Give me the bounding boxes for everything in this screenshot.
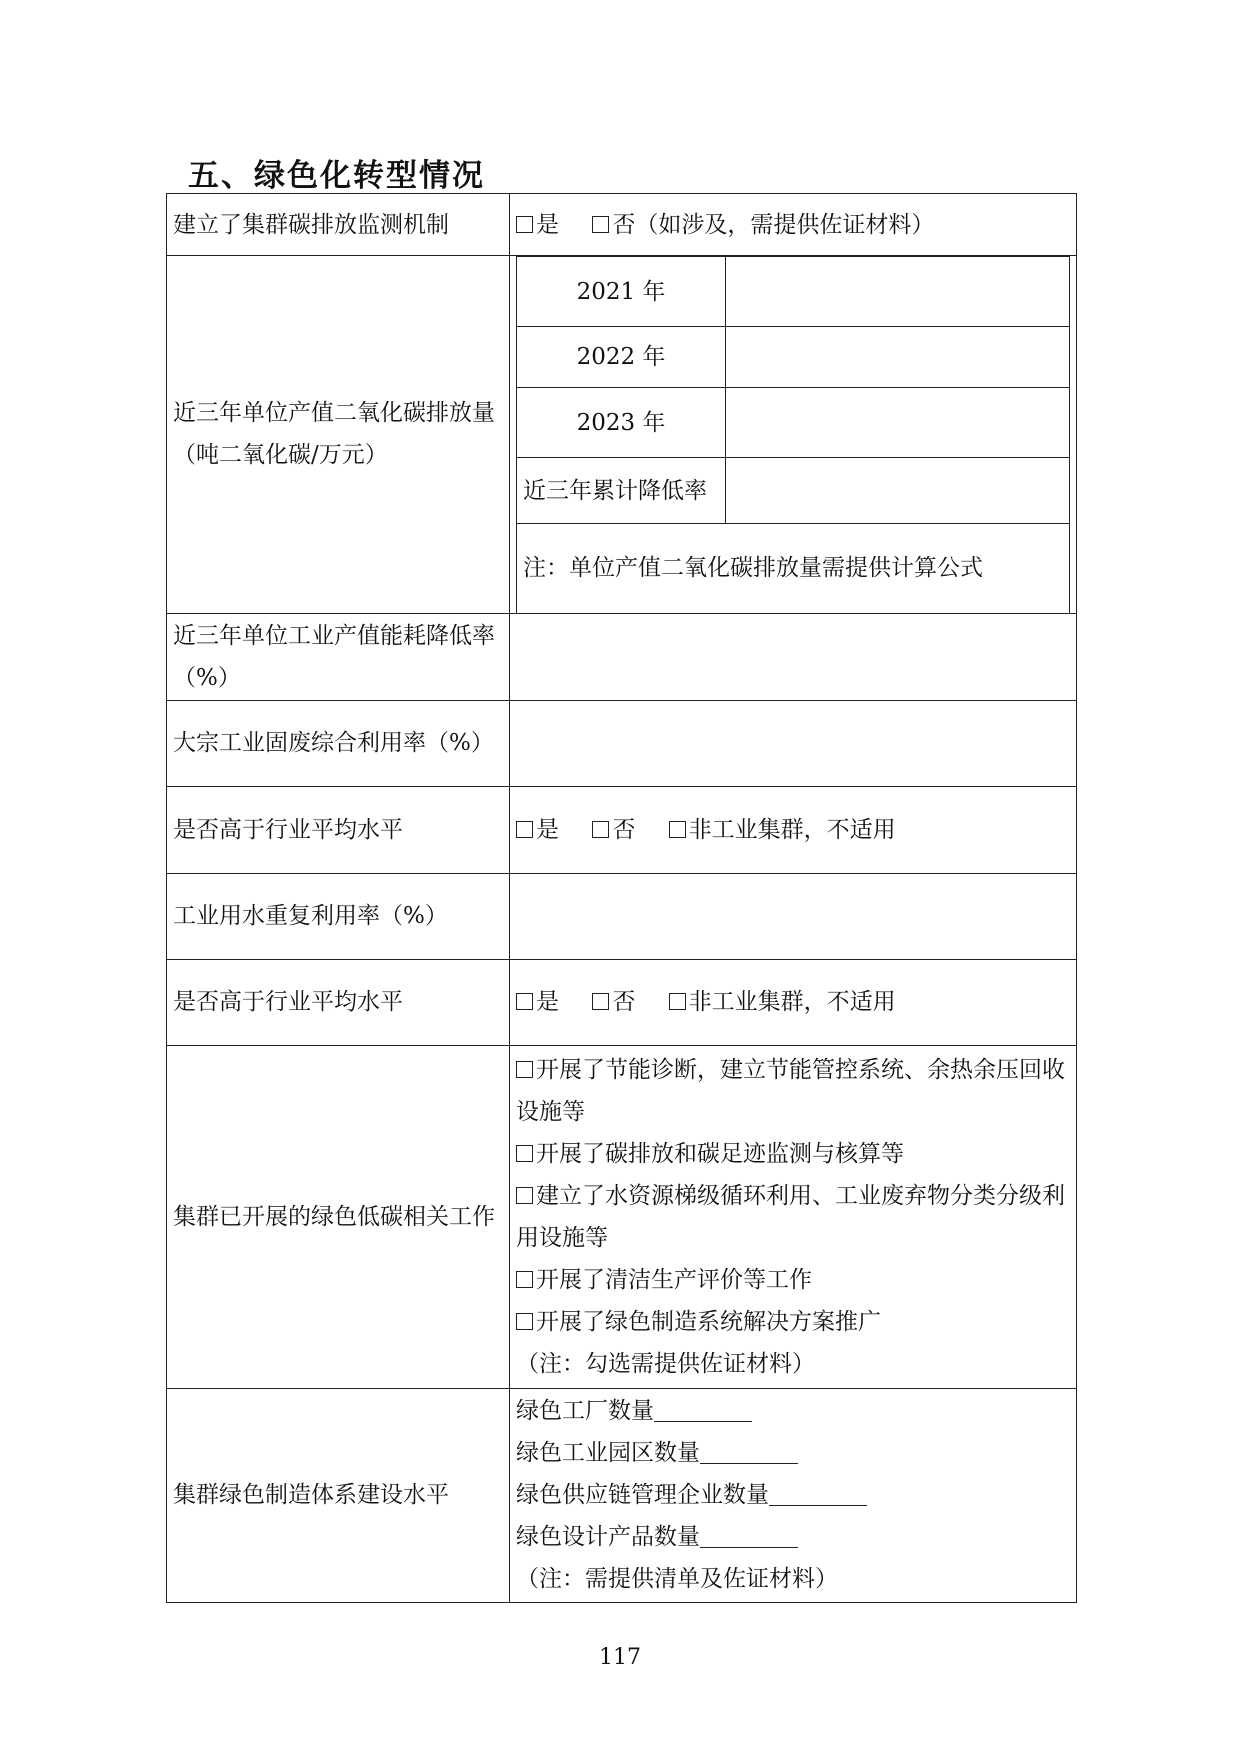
row-water-reuse-compare	[167, 959, 1077, 1045]
checkbox-icon[interactable]	[516, 1061, 533, 1078]
row-label: 建立了集群碳排放监测机制	[167, 194, 510, 256]
checklist-item[interactable]: 开展了绿色制造系统解决方案推广	[516, 1301, 1070, 1343]
row-label: 集群绿色制造体系建设水平	[167, 1388, 510, 1602]
option-yes[interactable]: 是	[516, 212, 559, 238]
row-label: 大宗工业固废综合利用率（%）	[167, 700, 510, 786]
energy-intensity-field[interactable]	[510, 613, 1077, 700]
checkbox-icon[interactable]	[516, 1271, 533, 1288]
row-label: 近三年单位工业产值能耗降低率 （%）	[167, 613, 510, 700]
row-options	[510, 959, 1077, 1045]
checkbox-icon[interactable]	[516, 821, 533, 838]
note-row	[517, 524, 1070, 613]
row-carbon-monitoring	[167, 194, 1077, 256]
checkbox-icon[interactable]	[592, 821, 609, 838]
checkbox-icon[interactable]	[669, 993, 686, 1010]
co2-note: 注：单位产值二氧化碳排放量需提供计算公式	[517, 524, 1070, 613]
checklist-item[interactable]: 开展了碳排放和碳足迹监测与核算等	[516, 1133, 1070, 1175]
year-row	[517, 327, 1070, 388]
cumulative-label: 近三年累计降低率	[517, 458, 726, 524]
count-field-line: 绿色工业园区数量	[516, 1432, 1070, 1474]
checkbox-icon[interactable]	[516, 1145, 533, 1162]
row-solid-waste	[167, 700, 1077, 786]
option-no[interactable]: 否	[592, 817, 635, 843]
count-blank-input[interactable]	[700, 1439, 798, 1464]
checklist-item[interactable]: 开展了清洁生产评价等工作	[516, 1259, 1070, 1301]
water-reuse-field[interactable]	[510, 873, 1077, 959]
checkbox-icon[interactable]	[592, 993, 609, 1010]
count-blank-input[interactable]	[654, 1397, 752, 1422]
checklist-note: （注：勾选需提供佐证材料）	[516, 1350, 815, 1377]
checklist-item[interactable]: 开展了节能诊断，建立节能管控系统、余热余压回收设施等	[516, 1056, 1065, 1125]
row-options	[510, 786, 1077, 873]
count-blank-input[interactable]	[769, 1481, 867, 1506]
co2-subtable	[516, 256, 1070, 613]
year-row	[517, 388, 1070, 458]
low-carbon-checklist	[510, 1045, 1077, 1388]
co2-subtable-cell	[510, 256, 1077, 614]
row-green-manufacturing	[167, 1388, 1077, 1602]
row-label: 工业用水重复利用率（%）	[167, 873, 510, 959]
year-label: 2021 年	[517, 257, 726, 327]
year-label: 2023 年	[517, 388, 726, 458]
checkbox-icon[interactable]	[516, 1313, 533, 1330]
green-transition-form	[166, 193, 1077, 1603]
row-co2-intensity	[167, 256, 1077, 614]
checkbox-icon[interactable]	[592, 216, 609, 233]
year-value-field[interactable]	[726, 388, 1070, 458]
option-not-applicable[interactable]: 非工业集群，不适用	[669, 989, 896, 1015]
year-row	[517, 257, 1070, 327]
row-label: 近三年单位产值二氧化碳排放量 （吨二氧化碳/万元）	[167, 256, 510, 614]
year-value-field[interactable]	[726, 327, 1070, 388]
green-manufacturing-note: （注：需提供清单及佐证材料）	[516, 1566, 838, 1592]
row-label: 是否高于行业平均水平	[167, 786, 510, 873]
checkbox-icon[interactable]	[516, 993, 533, 1010]
row-energy-intensity	[167, 613, 1077, 700]
count-blank-input[interactable]	[700, 1523, 798, 1548]
option-yes[interactable]: 是	[516, 989, 559, 1015]
cumulative-value-field[interactable]	[726, 458, 1070, 524]
checklist-item[interactable]: 建立了水资源梯级循环利用、工业废弃物分类分级利用设施等	[516, 1182, 1065, 1251]
row-solid-waste-compare	[167, 786, 1077, 873]
count-field-line: 绿色工厂数量	[516, 1390, 1070, 1432]
count-field-line: 绿色供应链管理企业数量	[516, 1474, 1070, 1516]
page-number: 117	[599, 1645, 641, 1670]
solid-waste-field[interactable]	[510, 700, 1077, 786]
row-low-carbon-work	[167, 1045, 1077, 1388]
checkbox-icon[interactable]	[516, 1187, 533, 1204]
row-label: 集群已开展的绿色低碳相关工作	[167, 1045, 510, 1388]
checkbox-icon[interactable]	[516, 216, 533, 233]
section-title: 五、绿色化转型情况	[188, 158, 485, 194]
row-label: 是否高于行业平均水平	[167, 959, 510, 1045]
count-field-line: 绿色设计产品数量	[516, 1516, 1070, 1558]
green-manufacturing-fields	[510, 1388, 1077, 1602]
checkbox-icon[interactable]	[669, 821, 686, 838]
year-value-field[interactable]	[726, 257, 1070, 327]
option-not-applicable[interactable]: 非工业集群，不适用	[669, 817, 896, 843]
option-no[interactable]: 否	[592, 989, 635, 1015]
cumulative-row	[517, 458, 1070, 524]
row-water-reuse	[167, 873, 1077, 959]
option-yes[interactable]: 是	[516, 817, 559, 843]
option-no[interactable]: 否（如涉及，需提供佐证材料）	[592, 212, 934, 238]
year-label: 2022 年	[517, 327, 726, 388]
row-options	[510, 194, 1077, 256]
